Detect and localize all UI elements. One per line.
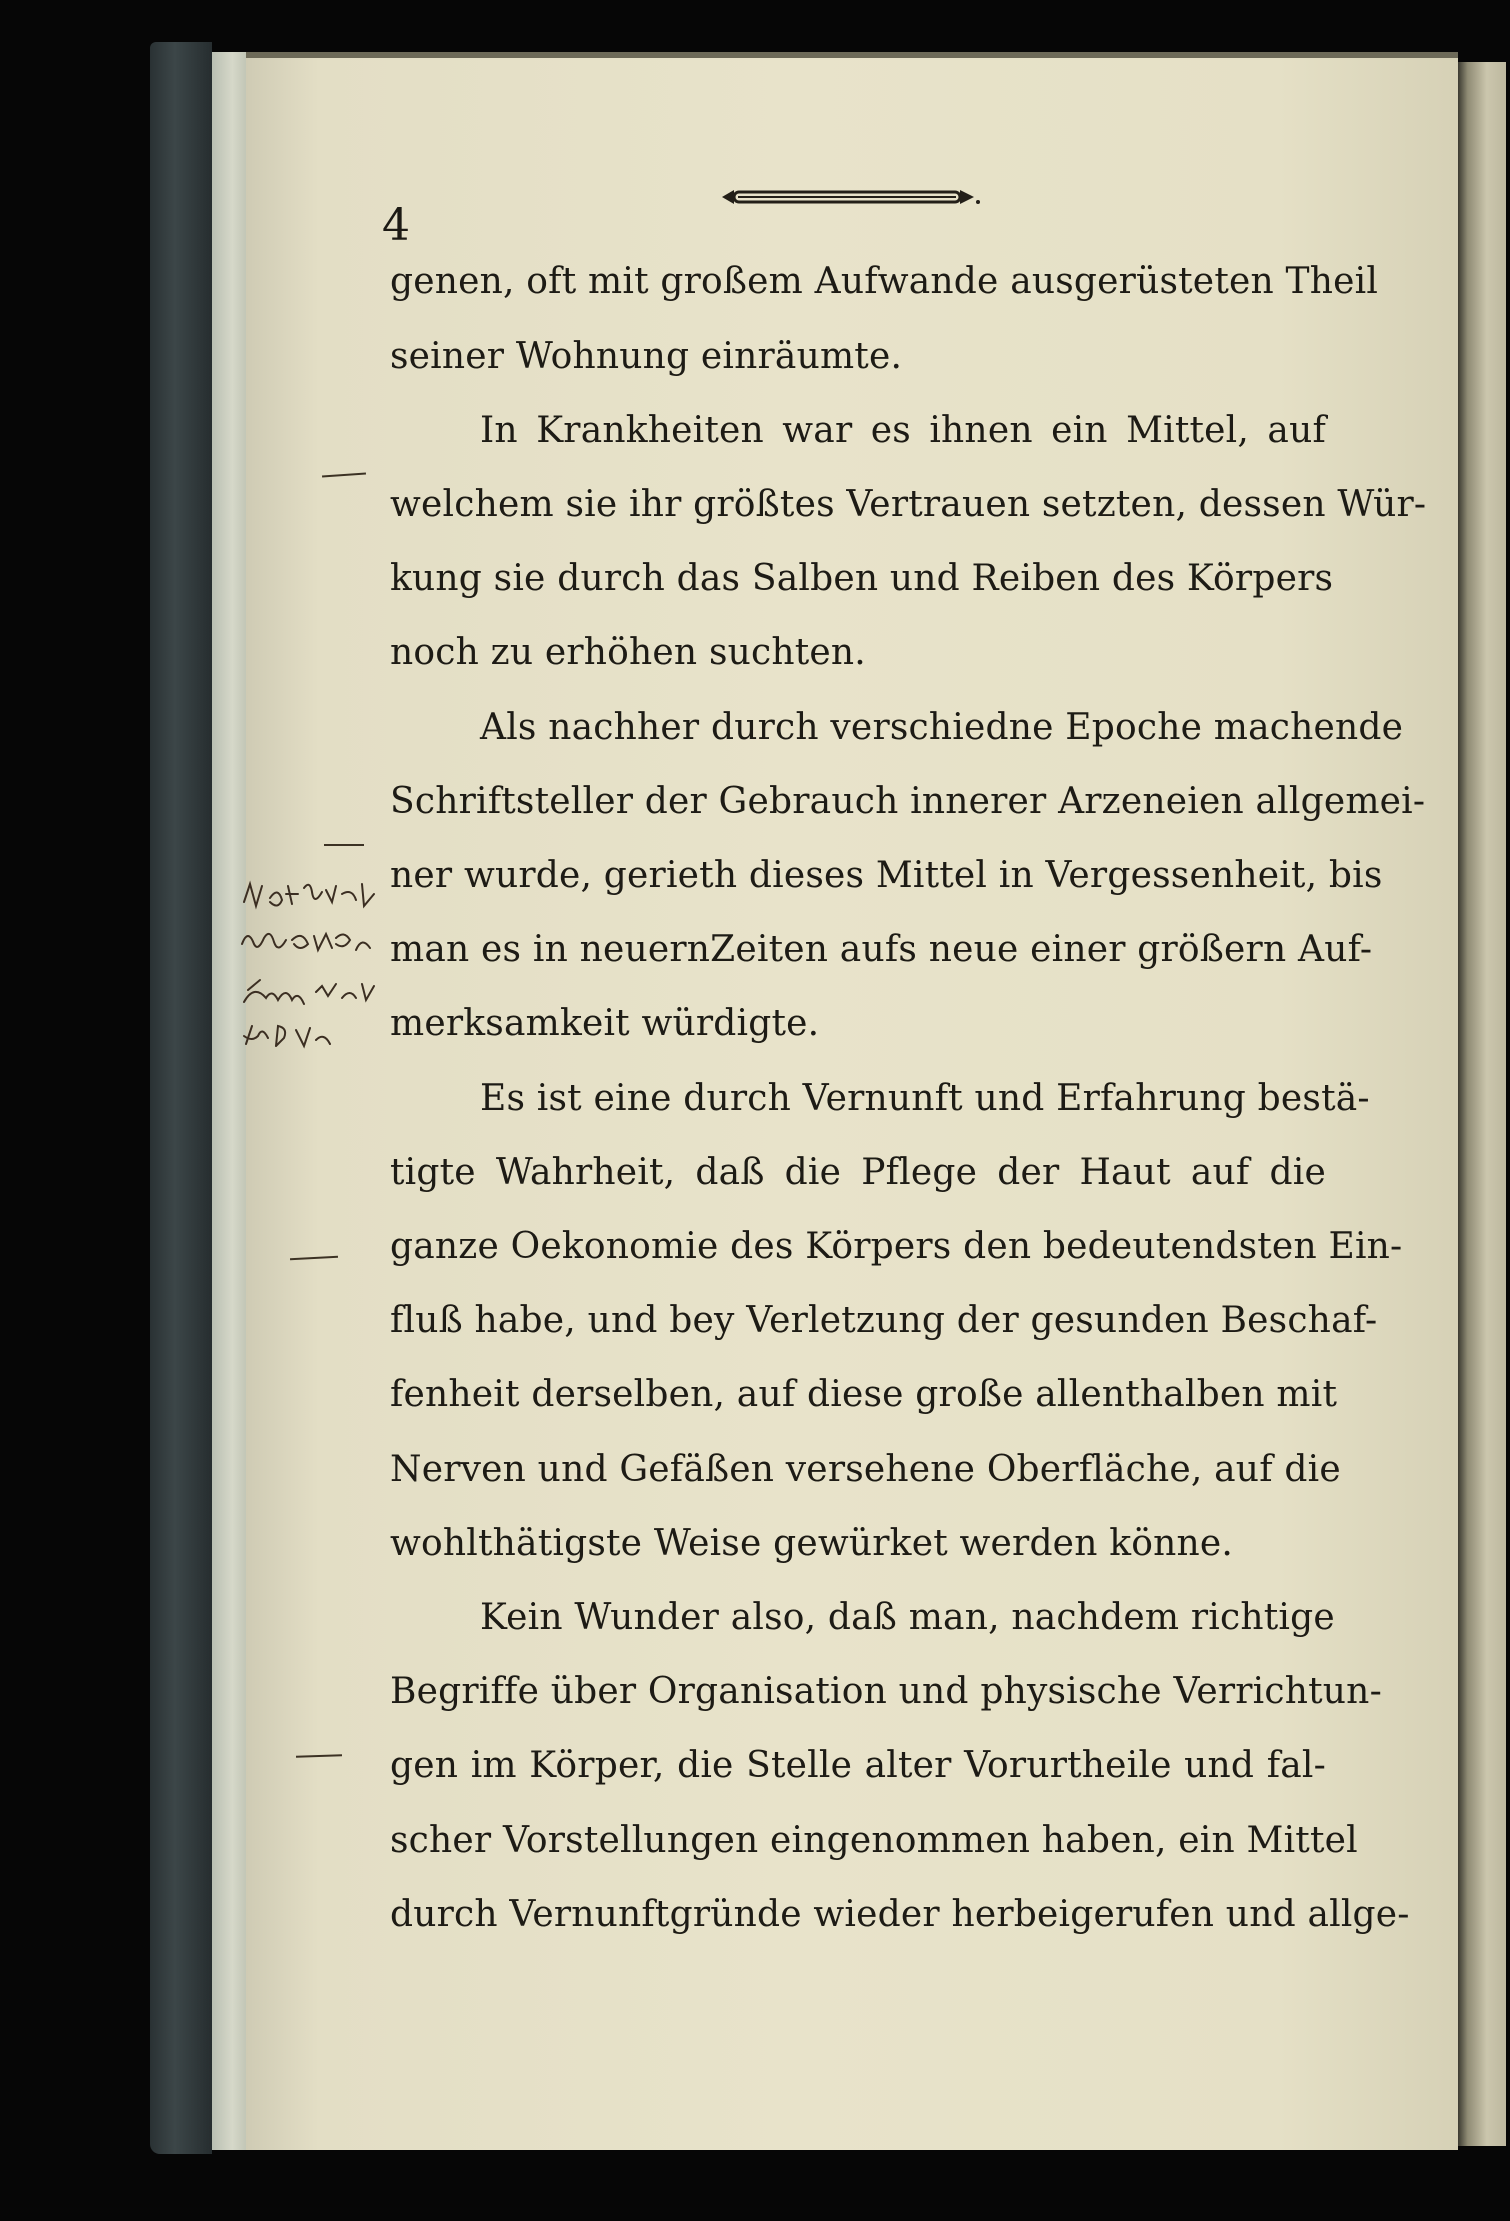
- text-line: Es ist eine durch Vernunft und Erfahrung bestä-: [480, 1078, 1370, 1119]
- header-ornament: [712, 180, 982, 214]
- text-line: scher Vorstellungen eingenommen haben, ein Mittel: [390, 1820, 1358, 1861]
- text-line: Als nachher durch verschiedne Epoche machende: [480, 707, 1404, 748]
- text-line: seiner Wohnung einräumte.: [390, 336, 903, 377]
- text-line: Begriffe über Organisation und physische Verrichtun-: [390, 1671, 1382, 1712]
- page-number: 4: [382, 200, 410, 251]
- text-line: Kein Wunder also, daß man, nachdem richtige: [480, 1597, 1335, 1638]
- margin-pencil-mark: [324, 844, 364, 846]
- text-line: man es in neuernZeiten aufs neue einer größern Auf-: [390, 929, 1373, 970]
- text-line: merksamkeit würdigte.: [390, 1003, 820, 1044]
- text-line: In Krankheiten war es ihnen ein Mittel, auf: [480, 410, 1326, 451]
- text-line: tigte Wahrheit, daß die Pflege der Haut auf die: [390, 1152, 1326, 1193]
- text-line: kung sie durch das Salben und Reiben des Körpers: [390, 558, 1334, 599]
- text-line: gen im Körper, die Stelle alter Vorurtheile und fal-: [390, 1745, 1326, 1786]
- text-line: noch zu erhöhen suchten.: [390, 632, 866, 673]
- text-line: welchem sie ihr größtes Vertrauen setzten, dessen Wür-: [390, 484, 1427, 525]
- facing-page-edge: [1458, 62, 1506, 2146]
- book-endpaper: [212, 52, 246, 2150]
- text-line: Schriftsteller der Gebrauch innerer Arzeneien allgemei-: [390, 781, 1426, 822]
- text-line: genen, oft mit großem Aufwande ausgerüsteten Theil: [390, 261, 1379, 302]
- text-line: ner wurde, gerieth dieses Mittel in Vergessenheit, bis: [390, 855, 1383, 896]
- handwritten-margin-note: [236, 880, 411, 1080]
- text-line: ganze Oekonomie des Körpers den bedeutendsten Ein-: [390, 1226, 1403, 1267]
- text-line: fenheit derselben, auf diese große allenthalben mit: [390, 1374, 1338, 1415]
- text-line: wohlthätigste Weise gewürket werden könne.: [390, 1523, 1234, 1564]
- text-line: fluß habe, und bey Verletzung der gesunden Beschaf-: [390, 1300, 1378, 1341]
- text-line: Nerven und Gefäßen versehene Oberfläche, auf die: [390, 1449, 1341, 1490]
- book-cover-edge: [150, 42, 212, 2154]
- text-line: durch Vernunftgründe wieder herbeigerufen und allge-: [390, 1894, 1410, 1935]
